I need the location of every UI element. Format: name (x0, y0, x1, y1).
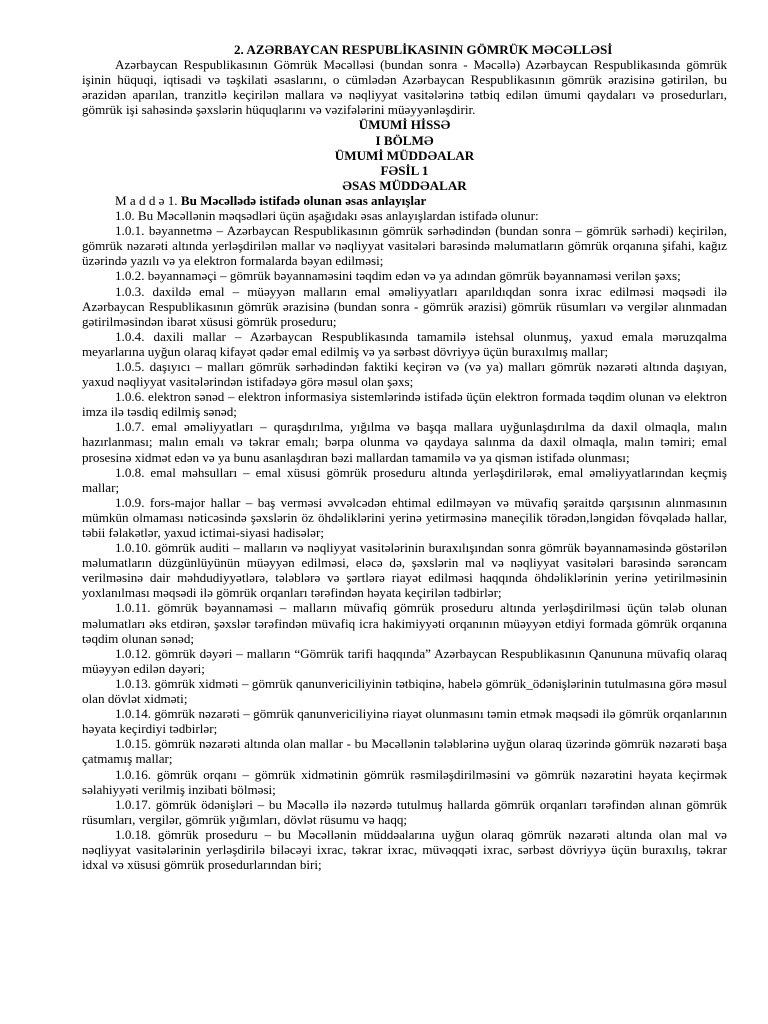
paragraph: 1.0.16. gömrük orqanı – gömrük xidmətinin gömrük rəsmiləşdirilməsini və gömrük nəzarətini həyata keçirmək səlahiyyəti verilmiş inzibati bölməsi; (82, 766, 727, 797)
intro-paragraph: Azərbaycan Respublikasının Gömrük Məcəlləsi (bundan sonra - Məcəllə) Azərbaycan Respublikasında gömrük işinin hüquqi, iqtisadi və təşkilati əsaslarını, o cümlədən Azərbaycan Respublikasının gömrük ərazisinə gətirilən, bu ərazidən aparılan, tranzitlə keçirilən mallara və nəqliyyat vasitələrinə tətbiq edilən ümumi qaydaları və prosedurları, gömrük işi sahəsində şəxslərin hüquqlarını və vəzifələrini müəyyənləşdirir. (82, 57, 727, 118)
article-prefix: M a d d ə 1. (115, 192, 178, 208)
article-title: Bu Məcəllədə istifadə olunan əsas anlayışlar (180, 192, 427, 208)
article-heading (82, 193, 727, 208)
paragraph: 1.0.1. bəyannetmə – Azərbaycan Respublikasının gömrük sərhədindən (bundan sonra – gömrük sərhədi) keçirilən, gömrük nəzarəti altında yerləşdirilən mallar və nəqliyyat vasitələri barəsində məlumatların gömrük orqanına şifahi, kağız üzərində yazılı və ya elektron formalarda bəyan edilməsi; (82, 223, 727, 269)
paragraph: 1.0.14. gömrük nəzarəti – gömrük qanunvericiliyinə riayət olunmasını təmin etmək məqsədi ilə gömrük orqanlarının həyata keçirdiyi tədbirlər; (82, 706, 727, 737)
paragraph: 1.0.15. gömrük nəzarəti altında olan mallar - bu Məcəllənin tələblərinə uyğun olaraq üzərində gömrük nəzarəti başa çatmamış mallar; (82, 736, 727, 767)
paragraph: 1.0.8. emal məhsulları – emal xüsusi gömrük proseduru altında yerləşdirilərək, emal əməliyyatlarından keçmiş mallar; (82, 464, 727, 495)
paragraph: 1.0.17. gömrük ödənişləri – bu Məcəllə ilə nəzərdə tutulmuş hallarda gömrük orqanları tərəfindən alınan gömrük rüsumları, vergilər, gömrük yığımları, dövlət rüsumu və haqq; (82, 796, 727, 827)
chapter-title: ƏSAS MÜDDƏALAR (342, 177, 467, 193)
paragraph: 1.0. Bu Məcəllənin məqsədləri üçün aşağıdakı əsas anlayışlardan istifadə olunur: (115, 208, 539, 224)
paragraph: 1.0.5. daşıyıcı – malları gömrük sərhədindən faktiki keçirən və (və ya) malları gömrük nəzarəti altında daşıyan, yaxud nəqliyyat vasitələrindən istifadəyə görə məsul olan şəxs; (82, 358, 727, 390)
document-heading: 2. AZƏRBAYCAN RESPUBLİKASININ GÖMRÜK MƏCƏLLƏSİ (234, 42, 613, 57)
paragraph: 1.0.13. gömrük xidməti – gömrük qanunvericiliyinin tətbiqinə, habelə gömrük_ödənişlərinin tutulmasına görə məsul olan dövlət xidməti; (82, 675, 727, 707)
part-heading: ÜMUMİ HİSSƏ (358, 117, 451, 133)
paragraph: 1.0.4. daxili mallar – Azərbaycan Respublikasında tamamilə istehsal olunmuş, yaxud emala məruzqalma meyarlarına uyğun olaraq kifayət qədər emal edilmiş və ya sərbəst dövriyyə üçün buraxılmış mallar; (82, 328, 727, 359)
paragraph: 1.0.10. gömrük auditi – malların və nəqliyyat vasitələrinin buraxılışından sonra gömrük bəyannaməsində göstərilən məlumatların düzgünlüyünün müəyyən edilməsi, eləcə də, şəxslərin mal və nəqliyyat vasitələri barəsində sərəncam verilməsinə dair məhdudiyyətlərə, tələblərə və şərtlərə riayət edilməsi haqqında öhdəliklərinin yerinə yetirilməsinin yoxlanılması məqsədi ilə gömrük orqanları tərəfindən həyata keçirilən tədbirlər; (82, 540, 727, 601)
paragraph: 1.0.2. bəyannaməçi – gömrük bəyannaməsini təqdim edən və ya adından gömrük bəyannaməsi verilən şəxs; (115, 268, 681, 284)
paragraph: 1.0.9. fors-major hallar – baş verməsi əvvəlcədən ehtimal edilməyən və müvafiq şəraitdə qarşısının alınmasının mümkün olmaması nəticəsində şəxslərin öz öhdəliklərini yerinə yetirməsinə maneçilik törədən,ləngidən fövqəladə hallar, təbii fəlakətlər, yaxud ictimai-siyasi hadisələr; (82, 494, 727, 540)
section-title: ÜMUMİ MÜDDƏALAR (334, 147, 475, 163)
section-heading: I BÖLMƏ (375, 132, 434, 148)
paragraph: 1.0.3. daxildə emal – müəyyən malların emal əməliyyatları aparıldıqdan sonra ixrac edilməsi məqsədi ilə Azərbaycan Respublikasının gömrük ərazisinə (bundan sonra - gömrük ərazisi) gömrük rüsumları və vergilər alınmadan gətirilməsindən ibarət xüsusi gömrük proseduru; (82, 283, 727, 329)
paragraph: 1.0.12. gömrük dəyəri – malların “Gömrük tarifi haqqında” Azərbaycan Respublikasının Qanununa müvafiq olaraq müəyyən edilən dəyəri; (82, 645, 727, 676)
paragraph: 1.0.11. gömrük bəyannaməsi – malların müvafiq gömrük proseduru altında yerləşdirilməsi üçün tələb olunan məlumatları əks etdirən, şəxslər tərəfindən müvafiq icra hakimiyyəti orqanının müəyyən etdiyi formada gömrük orqanına təqdim olunan sənəd; (82, 600, 727, 646)
paragraph: 1.0.7. emal əməliyyatları – quraşdırılma, yığılma və başqa mallara uyğunlaşdırılma da daxil olmaqla, malın hazırlanması; malın emalı və təkrar emalı; bərpa olunma və qaydaya salınma da daxil olmaqla, malın təmiri; emal prosesinə xidmət edən və ya bunu asanlaşdıran bəzi mallardan tamamilə və ya qismən istifadə olunması; (82, 419, 727, 465)
document-page (82, 42, 727, 872)
paragraph: 1.0.6. elektron sənəd – elektron informasiya sistemlərində istifadə üçün elektron formada təqdim olunan və elektron imza ilə təsdiq edilmiş sənəd; (82, 389, 727, 420)
paragraph: 1.0.18. gömrük proseduru – bu Məcəllənin müddəalarına uyğun olaraq gömrük nəzarəti altında olan mal və nəqliyyat vasitələrinin yerləşdirilə biləcəyi ixrac, təkrar ixrac, müvəqqəti ixrac, sərbəst dövriyyə üçün buraxılış, təkrar idxal və xüsusi gömrük prosedurlarından biri; (82, 826, 727, 873)
chapter-heading: FƏSİL 1 (380, 162, 429, 178)
